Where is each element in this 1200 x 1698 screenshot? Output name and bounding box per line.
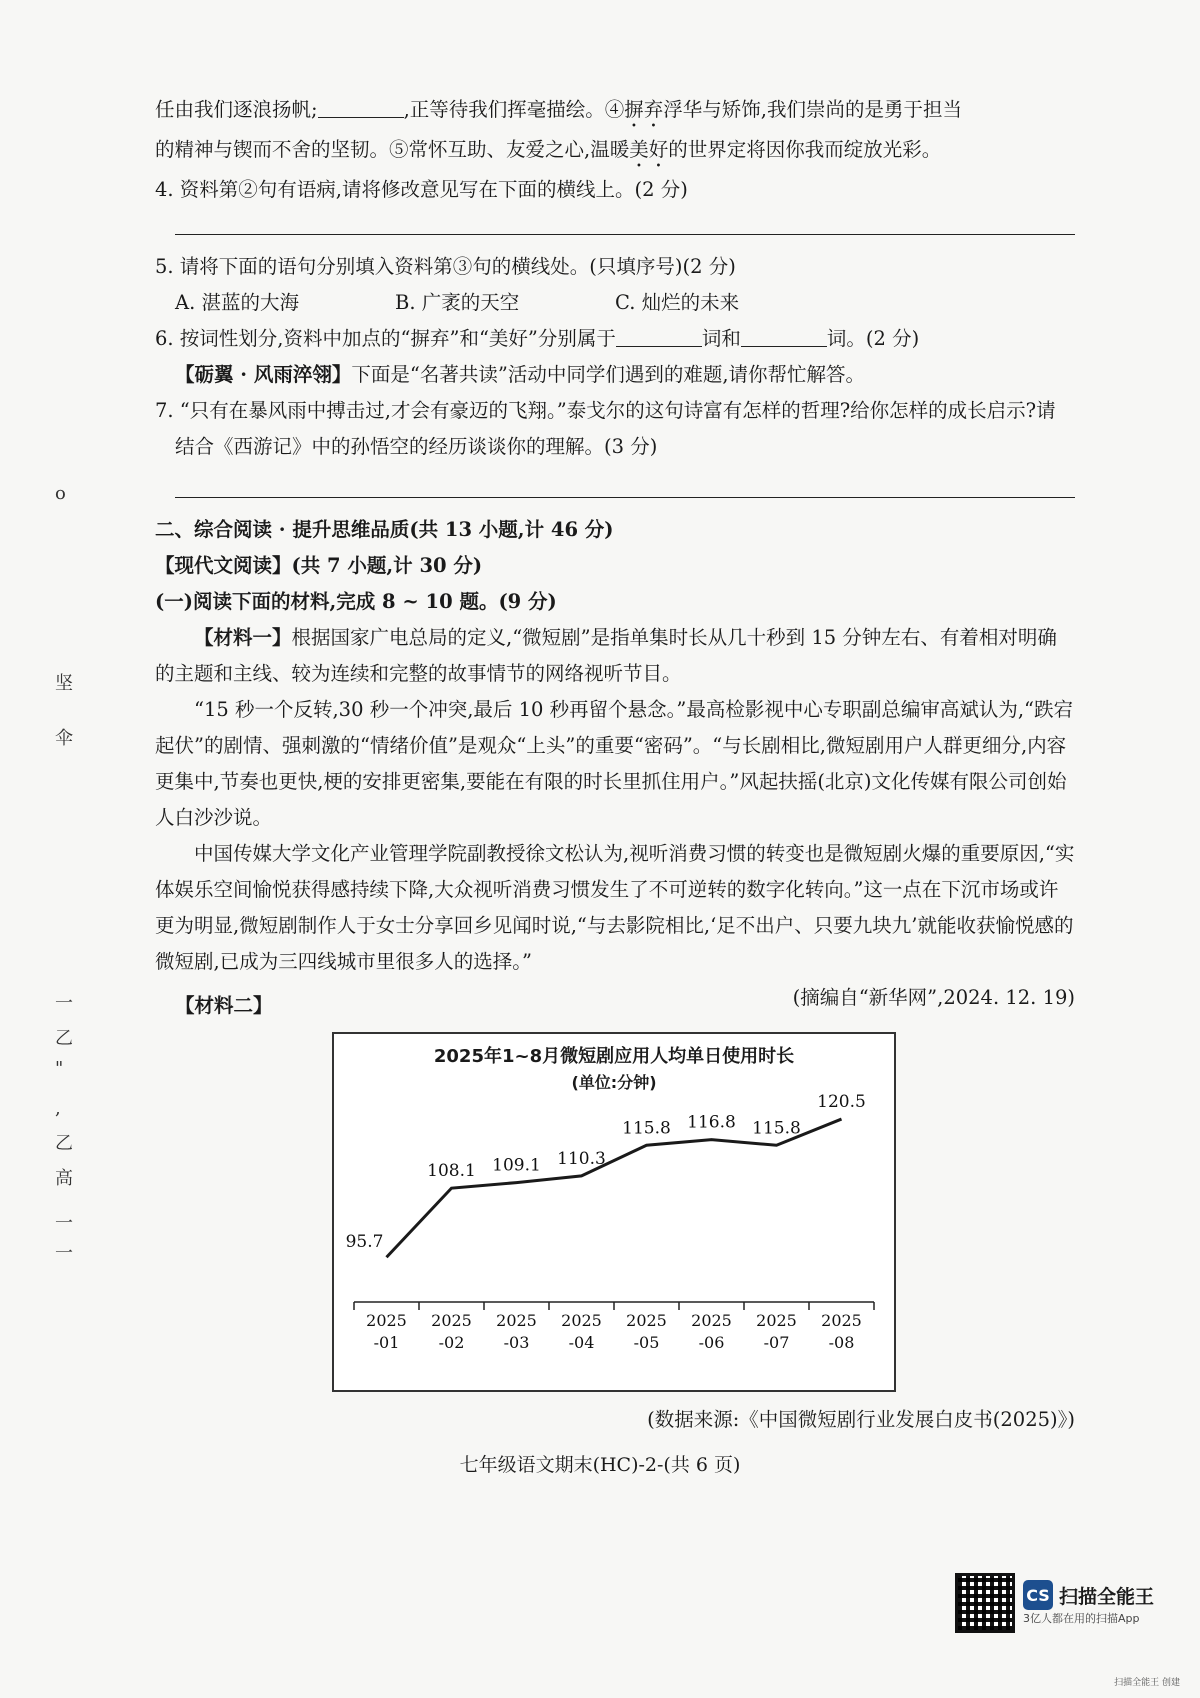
q5-options — [155, 285, 1075, 321]
material-1-para-1 — [155, 620, 1075, 692]
option-a: A. 湛蓝的大海 — [175, 291, 299, 314]
text: 下面是“名著共读”活动中同学们遇到的难题,请你帮忙解答。 — [351, 363, 866, 386]
text: 根据国家广电总局的定义,“微短剧”是指单集时长从几十秒到 15 分钟左右、有着相对明确的主题和主线、较为连续和完整的故事情节的网络视听节目。 — [155, 626, 1057, 685]
data-label: 95.7 — [345, 1232, 384, 1253]
data-label: 120.5 — [817, 1092, 866, 1113]
margin-mark: 乙 — [55, 1133, 73, 1154]
text: 任由我们逐浪扬帆; — [155, 98, 318, 121]
x-tick-label: 2025 — [431, 1311, 472, 1330]
mingzhu-intro — [155, 357, 1075, 393]
margin-mark: , — [55, 1098, 61, 1119]
material-2-title: 【材料二】 — [175, 994, 273, 1017]
x-tick-label: 2025 — [756, 1311, 797, 1330]
material-1-source: (摘编自“新华网”,2024. 12. 19) — [792, 986, 1075, 1009]
text: 6. 按词性划分,资料中加点的“摒弃”和“美好”分别属于 — [155, 327, 616, 350]
fill-blank — [741, 326, 827, 347]
dotted-word: 美好 — [629, 138, 669, 161]
data-label: 110.3 — [557, 1148, 606, 1169]
scanner-brand — [955, 1573, 1154, 1633]
x-tick-label: -07 — [763, 1333, 790, 1352]
margin-mark: o — [55, 483, 66, 504]
text: ,正等待我们挥毫描绘。④ — [403, 98, 625, 121]
text: 的世界定将因你我而绽放光彩。 — [668, 138, 942, 161]
modern-reading-title: 【现代文阅读】(共 7 小题,计 30 分) — [155, 554, 483, 577]
question-5: 5. 请将下面的语句分别填入资料第③句的横线处。(只填序号)(2 分) — [155, 255, 736, 278]
question-6 — [155, 321, 1075, 357]
x-tick-label: 2025 — [561, 1311, 602, 1330]
data-label: 108.1 — [427, 1161, 476, 1182]
line-chart — [332, 1032, 896, 1392]
data-label: 115.8 — [752, 1118, 801, 1139]
question-4: 4. 资料第②句有语病,请将修改意见写在下面的横线上。(2 分) — [155, 178, 688, 201]
margin-mark: 伞 — [55, 728, 73, 749]
chart-title: 2025年1~8月微短剧应用人均单日使用时长 — [433, 1046, 795, 1067]
material-1-para-2: “15 秒一个反转,30 秒一个冲突,最后 10 秒再留个悬念。”最高检影视中心专职副总编审高斌认为,“跌宕起伏”的剧情、强刺激的“情绪价值”是观众“上头”的重要“密码”。“与长剧相比,微短剧用户人群更细分,内容更集中,节奏也更快,梗的安排更密集,要能在有限的时长里抓住用户。”风起扶摇(北京)文化传媒有限公司创始人白沙沙说。 — [155, 698, 1073, 829]
text-line-1 — [155, 92, 1075, 132]
brand-text — [1023, 1580, 1154, 1626]
x-tick-label: -03 — [503, 1333, 530, 1352]
part-1-title: (一)阅读下面的材料,完成 8 ~ 10 题。(9 分) — [155, 590, 557, 613]
x-tick-label: -06 — [698, 1333, 725, 1352]
data-source: (数据来源:《中国微短剧行业发展白皮书(2025)》) — [647, 1408, 1075, 1431]
margin-mark: 高 — [55, 1168, 73, 1189]
material-1-para-3: 中国传媒大学文化产业管理学院副教授徐文松认为,视听消费习惯的转变也是微短剧火爆的重要原因,“实体娱乐空间愉悦获得感持续下降,大众视听消费习惯发生了不可逆转的数字化转向。”这一点在下沉市场或许更为明显,微短剧制作人于女士分享回乡见闻时说,“与去影院相比,‘足不出户、只要九块九’就能收获愉悦感的微短剧,已成为三四线城市里很多人的选择。” — [155, 842, 1075, 973]
data-label: 115.8 — [622, 1118, 671, 1139]
section-tag: 【砺翼 · 风雨淬翎】 — [175, 363, 352, 386]
brand-name: 扫描全能王 — [1059, 1585, 1155, 1608]
x-tick-label: -08 — [828, 1333, 855, 1352]
margin-mark: 一 — [55, 1213, 73, 1234]
qr-code-icon — [955, 1573, 1015, 1633]
data-label: 116.8 — [687, 1112, 736, 1133]
series-line — [387, 1119, 842, 1257]
text: 的精神与锲而不舍的坚韧。⑤常怀互助、友爱之心,温暖 — [155, 138, 630, 161]
question-7: 7. “只有在暴风雨中搏击过,才会有豪迈的飞翔。”泰戈尔的这句诗富有怎样的哲理?给你怎样的成长启示?请结合《西游记》中的孙悟空的经历谈谈你的理解。(3 分) — [155, 399, 1056, 458]
x-tick-label: 2025 — [496, 1311, 537, 1330]
text-line-2 — [155, 132, 1075, 172]
x-tick-label: 2025 — [691, 1311, 732, 1330]
x-tick-label: -02 — [438, 1333, 465, 1352]
x-tick-label: -01 — [373, 1333, 400, 1352]
page-content — [155, 92, 1075, 1016]
dotted-word: 摒弃 — [624, 98, 664, 121]
brand-tagline: 3亿人都在用的扫描App — [1023, 1612, 1140, 1625]
x-tick-label: 2025 — [366, 1311, 407, 1330]
x-tick-label: -05 — [633, 1333, 660, 1352]
material-tag: 【材料一】 — [194, 626, 292, 649]
x-tick-label: -04 — [568, 1333, 595, 1352]
x-tick-label: 2025 — [821, 1311, 862, 1330]
margin-mark: " — [55, 1058, 64, 1079]
fill-blank — [318, 97, 404, 118]
margin-mark: 坚 — [55, 673, 73, 694]
chart-unit: (单位:分钟) — [571, 1073, 657, 1092]
fill-blank — [616, 326, 702, 347]
margin-mark: 一 — [55, 993, 73, 1014]
cs-logo-icon: CS — [1023, 1580, 1053, 1610]
margin-mark: 一 — [55, 1243, 73, 1264]
text: 浮华与矫饰,我们崇尚的是勇于担当 — [663, 98, 962, 121]
section-2-title: 二、综合阅读 · 提升思维品质(共 13 小题,计 46 分) — [155, 518, 614, 541]
margin-mark: 乙 — [55, 1028, 73, 1049]
option-b: B. 广袤的天空 — [395, 291, 520, 314]
option-c: C. 灿烂的未来 — [615, 291, 740, 314]
text: 词。(2 分) — [826, 327, 920, 350]
data-label: 109.1 — [492, 1155, 541, 1176]
page-footer: 七年级语文期末(HC)-2-(共 6 页) — [459, 1454, 741, 1476]
answer-line-4 — [175, 212, 1075, 235]
x-tick-label: 2025 — [626, 1311, 667, 1330]
answer-line-7 — [175, 475, 1075, 498]
text: 词和 — [701, 327, 741, 350]
watermark-text: 扫描全能王 创建 — [1114, 1678, 1180, 1688]
